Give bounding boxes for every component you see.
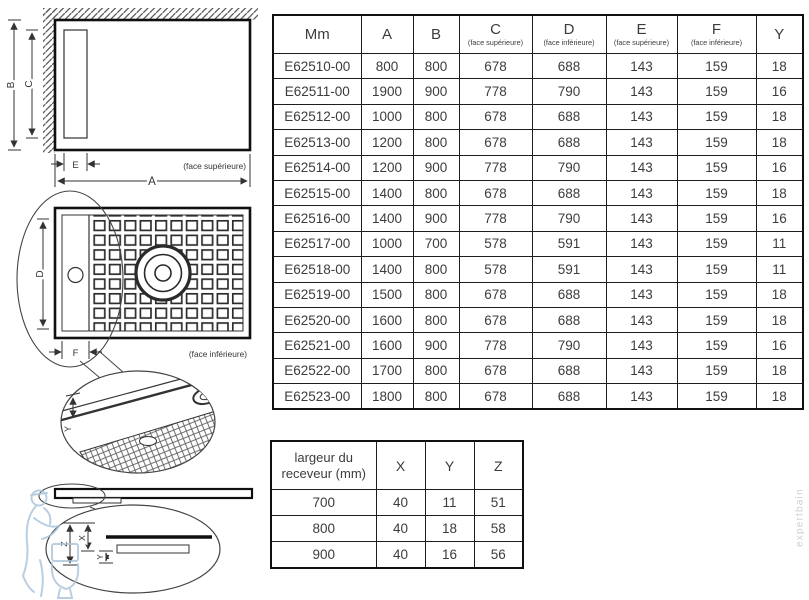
- cell: 18: [756, 358, 803, 383]
- top-view-caption: (face supérieure): [183, 161, 246, 171]
- cell: 159: [677, 79, 756, 104]
- cell: 591: [532, 231, 606, 256]
- cell: 143: [606, 282, 677, 307]
- cell: 800: [413, 180, 459, 205]
- cell: 900: [413, 79, 459, 104]
- cell: 688: [532, 104, 606, 129]
- cell: 700: [413, 231, 459, 256]
- table-row: [273, 206, 803, 231]
- cell: 51: [474, 490, 523, 516]
- header-z: Z: [474, 441, 523, 490]
- cell: 800: [413, 307, 459, 332]
- header-subtitle: (face inférieure): [690, 38, 743, 48]
- cell: 1400: [361, 206, 413, 231]
- technical-drawings: [0, 0, 272, 600]
- cell: 1700: [361, 358, 413, 383]
- cell: 159: [677, 358, 756, 383]
- cell: 800: [413, 257, 459, 282]
- cell: 143: [606, 307, 677, 332]
- table-row: [273, 54, 803, 79]
- cell: 578: [459, 231, 532, 256]
- table-row: [273, 180, 803, 205]
- cell: 1000: [361, 104, 413, 129]
- cell: 159: [677, 206, 756, 231]
- cell: 1400: [361, 257, 413, 282]
- cell: 159: [677, 333, 756, 358]
- cell: 18: [756, 130, 803, 155]
- cell: 18: [756, 104, 803, 129]
- cell: 678: [459, 104, 532, 129]
- cell: 11: [425, 490, 474, 516]
- header-c: [459, 15, 532, 54]
- header-e: [606, 15, 677, 54]
- cell: 143: [606, 155, 677, 180]
- cell: 688: [532, 282, 606, 307]
- wall-hatch-top: [43, 8, 258, 20]
- dim-label-b: B: [6, 81, 17, 89]
- cell: 143: [606, 384, 677, 410]
- dim-label-a: A: [148, 176, 156, 188]
- cell: 1400: [361, 180, 413, 205]
- cell: 688: [532, 384, 606, 410]
- cell: 900: [413, 155, 459, 180]
- cell: 1800: [361, 384, 413, 410]
- cell: 16: [756, 333, 803, 358]
- cell: 143: [606, 104, 677, 129]
- cell: 778: [459, 155, 532, 180]
- table-row: [273, 358, 803, 383]
- cell: 678: [459, 307, 532, 332]
- cell: 790: [532, 206, 606, 231]
- cell: 790: [532, 333, 606, 358]
- cell: 1200: [361, 130, 413, 155]
- header-subtitle: (face supérieure): [613, 38, 670, 48]
- header-x: X: [376, 441, 425, 490]
- cell: 40: [376, 542, 425, 569]
- cell: 800: [413, 282, 459, 307]
- cell: 16: [756, 206, 803, 231]
- cell: 790: [532, 79, 606, 104]
- cell: 678: [459, 282, 532, 307]
- cell: 678: [459, 180, 532, 205]
- cell: 688: [532, 180, 606, 205]
- drain-channel: [64, 30, 87, 138]
- cell: 800: [413, 104, 459, 129]
- dim-label-e: E: [72, 160, 79, 171]
- cell-ref: E62515-00: [273, 180, 361, 205]
- header-y: Y: [756, 15, 803, 54]
- header-y: Y: [425, 441, 474, 490]
- cell-ref: E62513-00: [273, 130, 361, 155]
- cell: 143: [606, 54, 677, 79]
- cell: 40: [376, 490, 425, 516]
- cell-ref: E62518-00: [273, 257, 361, 282]
- cell: 778: [459, 333, 532, 358]
- table-row: [271, 490, 523, 516]
- dim-label-z: Z: [59, 541, 69, 547]
- cell: 159: [677, 307, 756, 332]
- cell: 143: [606, 206, 677, 231]
- cell-ref: E62516-00: [273, 206, 361, 231]
- dim-label-x: X: [77, 535, 87, 541]
- top-view-diagram: [6, 8, 258, 188]
- header-letter: E: [636, 21, 647, 39]
- cell: 778: [459, 79, 532, 104]
- cell-width: 700: [271, 490, 376, 516]
- table-row: [273, 104, 803, 129]
- cell: 1000: [361, 231, 413, 256]
- table-header-row: [273, 15, 803, 54]
- table-row: [273, 79, 803, 104]
- cell: 18: [756, 180, 803, 205]
- cell: 1900: [361, 79, 413, 104]
- table-row: [271, 542, 523, 569]
- cell: 58: [474, 516, 523, 542]
- header-d: [532, 15, 606, 54]
- cell-ref: E62519-00: [273, 282, 361, 307]
- cell: 159: [677, 130, 756, 155]
- cell: 159: [677, 54, 756, 79]
- header-letter: F: [711, 21, 722, 39]
- cell: 688: [532, 130, 606, 155]
- cell: 159: [677, 282, 756, 307]
- cell: 1600: [361, 307, 413, 332]
- cell-ref: E62511-00: [273, 79, 361, 104]
- dim-label-y-edge: Y: [96, 554, 105, 560]
- cell: 159: [677, 155, 756, 180]
- cell: 18: [756, 307, 803, 332]
- cell: 688: [532, 358, 606, 383]
- cell: 143: [606, 231, 677, 256]
- cell-ref: E62521-00: [273, 333, 361, 358]
- cell: 678: [459, 384, 532, 410]
- header-width-label: largeur du receveur (mm): [271, 441, 376, 490]
- cell: 900: [413, 333, 459, 358]
- side-view-diagram: [39, 484, 252, 593]
- cell: 159: [677, 257, 756, 282]
- table-row: [273, 130, 803, 155]
- header-ref: Mm: [273, 15, 361, 54]
- cell: 143: [606, 358, 677, 383]
- cell: 790: [532, 155, 606, 180]
- cell: 678: [459, 54, 532, 79]
- corner-detail-diagram: [58, 369, 252, 490]
- cell: 678: [459, 130, 532, 155]
- cell: 18: [425, 516, 474, 542]
- header-letter: C: [490, 21, 501, 39]
- cell-ref: E62517-00: [273, 231, 361, 256]
- table-row: [271, 516, 523, 542]
- header-subtitle: (face supérieure): [467, 38, 524, 48]
- cell: 678: [459, 358, 532, 383]
- header-b: B: [413, 15, 459, 54]
- dim-label-c: C: [24, 80, 35, 88]
- cell: 11: [756, 231, 803, 256]
- cell: 18: [756, 282, 803, 307]
- cell-width: 900: [271, 542, 376, 569]
- cell-ref: E62520-00: [273, 307, 361, 332]
- bottom-view-caption: (face inférieure): [188, 349, 247, 359]
- cell: 143: [606, 180, 677, 205]
- cell: 159: [677, 104, 756, 129]
- cell: 159: [677, 231, 756, 256]
- table-row: [273, 155, 803, 180]
- cell: 143: [606, 130, 677, 155]
- bottom-view-diagram: [17, 191, 250, 383]
- cell: 1600: [361, 333, 413, 358]
- header-subtitle: (face inférieure): [543, 38, 595, 48]
- cell: 800: [413, 358, 459, 383]
- drain-outlet: [136, 246, 190, 300]
- cell: 800: [361, 54, 413, 79]
- table-row: [273, 384, 803, 410]
- fixing-hole: [68, 268, 83, 283]
- table-row: [273, 282, 803, 307]
- watermark-text: expertbain: [794, 488, 806, 548]
- cell: 688: [532, 54, 606, 79]
- table-row: [273, 333, 803, 358]
- header-f: [677, 15, 756, 54]
- cell-ref: E62510-00: [273, 54, 361, 79]
- cell-ref: E62512-00: [273, 104, 361, 129]
- table-row: [273, 231, 803, 256]
- cell: 1500: [361, 282, 413, 307]
- cell: 800: [413, 54, 459, 79]
- cell-ref: E62522-00: [273, 358, 361, 383]
- cell: 800: [413, 384, 459, 410]
- side-profile: [55, 489, 252, 498]
- cell: 1200: [361, 155, 413, 180]
- cell: 143: [606, 333, 677, 358]
- cell: 18: [756, 54, 803, 79]
- cell: 591: [532, 257, 606, 282]
- table-row: [273, 257, 803, 282]
- dimensions-table: [272, 14, 804, 410]
- cell: 143: [606, 257, 677, 282]
- cell-ref: E62523-00: [273, 384, 361, 410]
- receiver-width-table: [270, 440, 524, 569]
- cell: 578: [459, 257, 532, 282]
- header-letter: D: [563, 21, 575, 39]
- cell: 778: [459, 206, 532, 231]
- cell: 159: [677, 384, 756, 410]
- cell: 18: [756, 384, 803, 410]
- cell: 11: [756, 257, 803, 282]
- table-header-row: [271, 441, 523, 490]
- cell: 40: [376, 516, 425, 542]
- cell: 16: [425, 542, 474, 569]
- cell: 16: [756, 79, 803, 104]
- dim-label-d: D: [35, 270, 46, 278]
- cell-width: 800: [271, 516, 376, 542]
- cell: 159: [677, 180, 756, 205]
- cell: 16: [756, 155, 803, 180]
- hole-detail: [140, 437, 157, 446]
- dim-label-f: F: [72, 348, 79, 359]
- cell-ref: E62514-00: [273, 155, 361, 180]
- cell: 143: [606, 79, 677, 104]
- dim-label-y-corner: Y: [63, 425, 73, 433]
- cell: 56: [474, 542, 523, 569]
- header-a: A: [361, 15, 413, 54]
- cell: 688: [532, 307, 606, 332]
- wall-hatch-left: [43, 8, 55, 153]
- table-row: [273, 307, 803, 332]
- cell: 800: [413, 130, 459, 155]
- cell: 900: [413, 206, 459, 231]
